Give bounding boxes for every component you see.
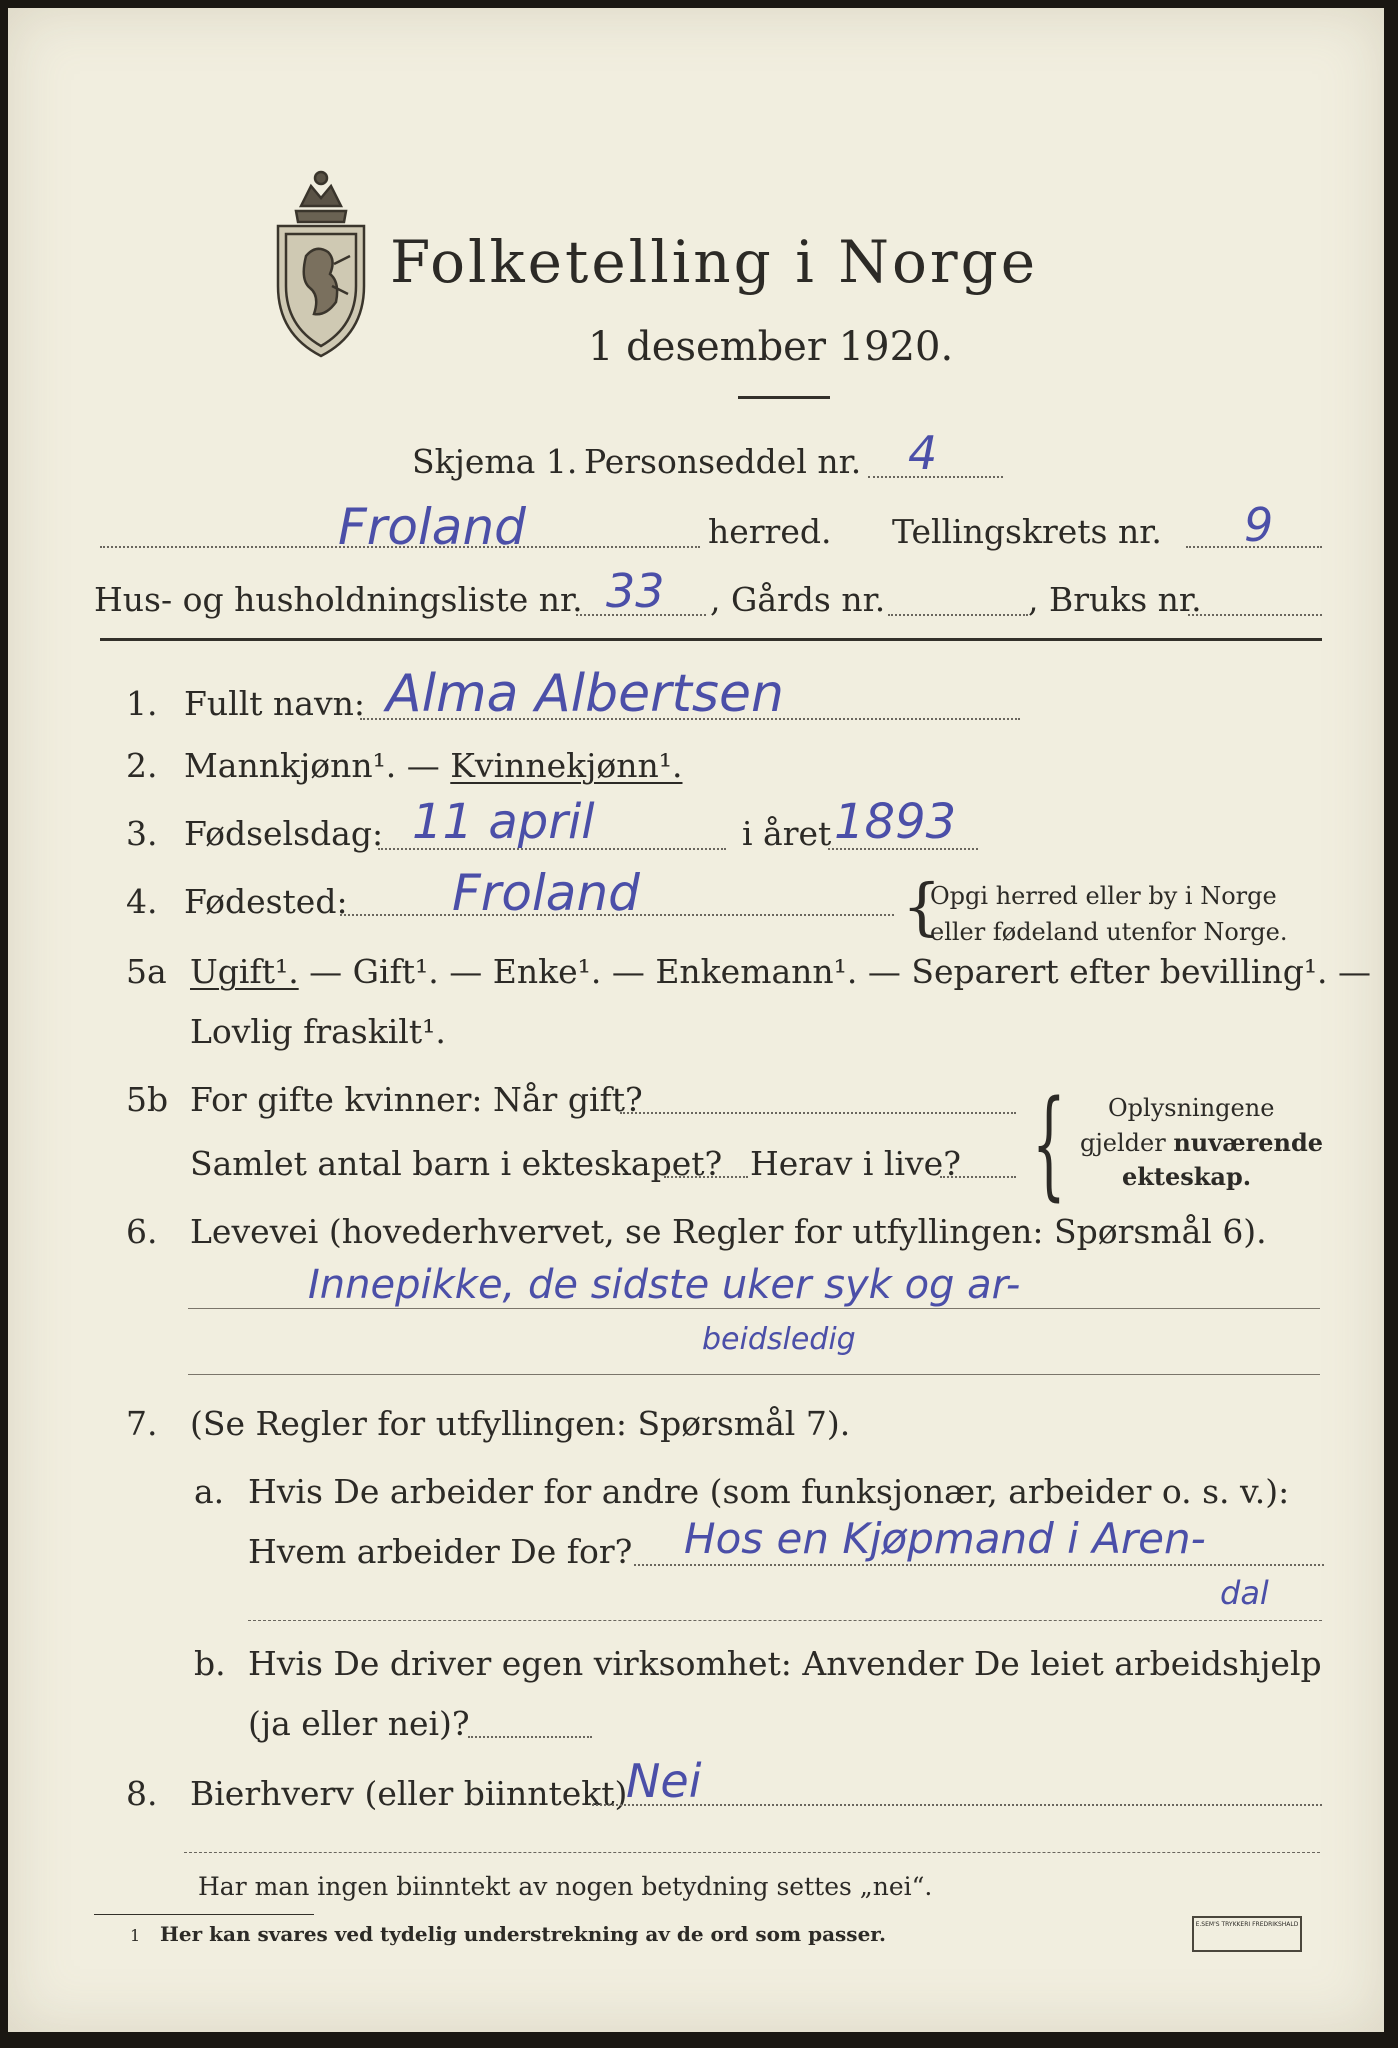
sex-male-option[interactable]: Mannkjønn¹. — bbox=[184, 746, 451, 785]
gards-label: , Gårds nr. bbox=[710, 580, 886, 619]
skjema-label: Skjema 1. bbox=[412, 442, 578, 481]
q7a-letter: a. bbox=[194, 1472, 225, 1511]
q5b-note-line2: gjelder nuværende bbox=[1080, 1128, 1324, 1157]
q7b-label: Hvis De driver egen virksomhet: Anvender De leiet arbeidshjelp bbox=[248, 1644, 1322, 1683]
hired-help-line bbox=[468, 1736, 592, 1738]
q3-label: Fødselsdag: bbox=[184, 814, 384, 853]
alive-line bbox=[940, 1176, 1016, 1178]
birthplace-value[interactable]: Froland bbox=[452, 864, 640, 922]
q5b-brace: { bbox=[1032, 1074, 1066, 1212]
q1-label: Fullt navn: bbox=[184, 684, 365, 723]
q4-note-line2: eller fødeland utenfor Norge. bbox=[930, 918, 1288, 946]
hus-label: Hus- og husholdningsliste nr. bbox=[94, 580, 583, 619]
q8-label: Bierhverv (eller biinntekt) bbox=[190, 1774, 628, 1813]
q5b-note-line1: Oplysningene bbox=[1108, 1094, 1275, 1122]
q5b-label: For gifte kvinner: Når gift? bbox=[190, 1080, 643, 1119]
q2-sex-options bbox=[184, 746, 683, 785]
herred-label: herred. bbox=[708, 512, 832, 551]
footnote-rule bbox=[94, 1914, 314, 1915]
title-divider bbox=[738, 396, 830, 399]
occupation-value-line2[interactable]: beidsledig bbox=[702, 1322, 856, 1357]
footnote-text: Her kan svares ved tydelig understrekning av de ord som passer. bbox=[160, 1922, 886, 1946]
q7-number: 7. bbox=[126, 1404, 158, 1443]
coat-of-arms-icon bbox=[266, 156, 376, 366]
full-name-value[interactable]: Alma Albertsen bbox=[386, 664, 784, 724]
q5a-number: 5a bbox=[126, 952, 167, 991]
q4-note-line1: Opgi herred eller by i Norge bbox=[930, 882, 1277, 910]
q1-number: 1. bbox=[126, 684, 158, 723]
q5b-note-line3: ekteskap. bbox=[1122, 1162, 1252, 1191]
gards-line bbox=[888, 614, 1028, 616]
personseddel-value[interactable]: 4 bbox=[908, 426, 938, 480]
q6-line2 bbox=[188, 1374, 1320, 1375]
footnote-mark: 1 bbox=[130, 1926, 141, 1945]
children-line bbox=[664, 1176, 748, 1178]
q2-number: 2. bbox=[126, 746, 158, 785]
q6-number: 6. bbox=[126, 1212, 158, 1251]
q7b-letter: b. bbox=[194, 1644, 226, 1683]
married-when-line bbox=[620, 1112, 1016, 1114]
census-date: 1 desember 1920. bbox=[588, 324, 954, 370]
hus-value[interactable]: 33 bbox=[606, 564, 665, 618]
q7b-hired-help-label: (ja eller nei)? bbox=[248, 1704, 470, 1743]
q7a-employer-label: Hvem arbeider De for? bbox=[248, 1532, 633, 1571]
q4-label: Fødested: bbox=[184, 882, 348, 921]
footer-note: Har man ingen biinntekt av nogen betydning settes „nei“. bbox=[198, 1872, 933, 1901]
q7a-label: Hvis De arbeider for andre (som funksjonær, arbeider o. s. v.): bbox=[248, 1472, 1290, 1511]
header-rule bbox=[100, 638, 1322, 641]
q7-label: (Se Regler for utfyllingen: Spørsmål 7). bbox=[190, 1404, 851, 1443]
q8-number: 8. bbox=[126, 1774, 158, 1813]
status-fraskilt-option[interactable]: Lovlig fraskilt¹. bbox=[190, 1012, 446, 1051]
printer-stamp: E.SEM'S TRYKKERI FREDRIKSHALD bbox=[1192, 1916, 1302, 1952]
bruks-line bbox=[1188, 614, 1322, 616]
employer-line bbox=[634, 1564, 1324, 1566]
q4-brace: { bbox=[902, 870, 942, 943]
tellingskrets-label: Tellingskrets nr. bbox=[892, 512, 1162, 551]
sex-female-option[interactable]: Kvinnekjønn¹. bbox=[450, 746, 683, 785]
q5b-number: 5b bbox=[126, 1080, 169, 1119]
q3-year-label: i året bbox=[742, 814, 832, 853]
status-ugift-option[interactable]: Ugift¹. bbox=[190, 952, 299, 991]
side-income-value[interactable]: Nei bbox=[626, 1754, 702, 1808]
q5b-children-label: Samlet antal barn i ekteskapet? bbox=[190, 1144, 723, 1183]
q4-number: 4. bbox=[126, 882, 158, 921]
q3-number: 3. bbox=[126, 814, 158, 853]
census-form-page bbox=[8, 8, 1384, 2032]
bruks-label: , Bruks nr. bbox=[1028, 580, 1202, 619]
birthday-value[interactable]: 11 april bbox=[412, 794, 595, 850]
personseddel-label: Personseddel nr. bbox=[584, 442, 862, 481]
q5a-options bbox=[190, 952, 1371, 991]
employer-value-line1[interactable]: Hos en Kjøpmand i Aren- bbox=[684, 1514, 1206, 1563]
employer-line2 bbox=[248, 1620, 1322, 1621]
birth-year-value[interactable]: 1893 bbox=[834, 794, 957, 850]
q8-line2 bbox=[184, 1852, 1320, 1853]
form-title: Folketelling i Norge bbox=[390, 228, 1039, 296]
tellingskrets-value[interactable]: 9 bbox=[1244, 498, 1274, 552]
herred-value[interactable]: Froland bbox=[338, 498, 526, 556]
status-other-options: — Gift¹. — Enke¹. — Enkemann¹. — Separert efter bevilling¹. — bbox=[298, 952, 1372, 991]
employer-value-line2[interactable]: dal bbox=[1220, 1574, 1269, 1612]
occupation-value-line1[interactable]: Innepikke, de sidste uker syk og ar- bbox=[308, 1262, 1021, 1308]
q5b-alive-label: Herav i live? bbox=[750, 1144, 961, 1183]
q6-label: Levevei (hovederhvervet, se Regler for utfyllingen: Spørsmål 6). bbox=[190, 1212, 1267, 1251]
q6-line1 bbox=[188, 1308, 1320, 1309]
